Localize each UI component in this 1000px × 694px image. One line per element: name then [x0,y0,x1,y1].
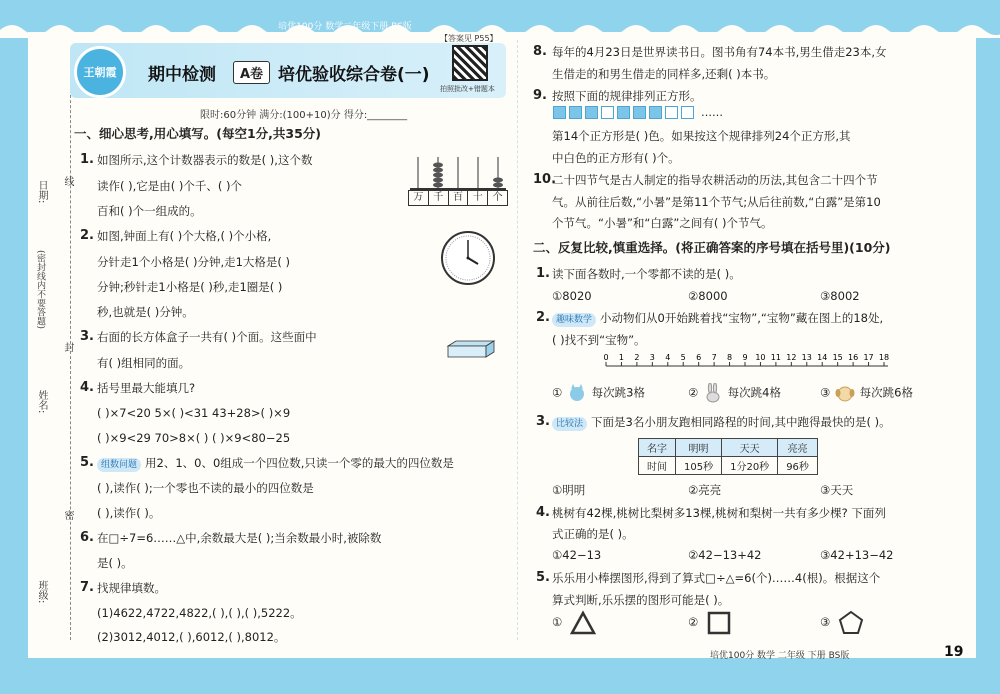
question-text: 右面的长方体盒子一共有( )个面。这些面中 [97,330,317,344]
exam-subtitle: 培优验收综合卷(一) [278,65,430,85]
pentagon-icon [838,610,864,636]
question-text: 用2、1、0、0组成一个四位数,只读一个零的最大的四位数是 [145,456,454,470]
question-text: 百和( )个一组成的。 [97,204,202,218]
question-text: 二十四节气是古人制定的指导农耕活动的历法,其包含二十四个节 [552,173,878,187]
place-label: 千 [429,191,449,205]
clock-face-icon [440,230,496,286]
paper-badge: A卷 [233,61,270,84]
number-line-label: 17 [863,353,874,362]
option-text: 每次跳3格 [591,385,645,400]
option-text: 每次跳6格 [859,385,913,400]
option-a[interactable] [552,383,645,403]
place-label: 万 [409,191,429,205]
question-text [97,455,454,472]
option-c[interactable]: ③42+13−42 [820,548,894,562]
cat-icon [566,383,588,403]
question-text: 是( )。 [97,556,133,570]
seal-char: 线 [62,176,73,186]
class-label: 班级: [36,580,47,604]
question-text: 桃树有42棵,桃树比梨树多13棵,桃树和梨树一共有多少棵? 下面列 [552,506,886,520]
question-text: ( )×7<20 5×( )<31 43+28>( )×9 [97,406,291,420]
top-banner: 培优100分 数学二年级下册 BS版 [278,22,412,32]
question-text: ( ),读作( );一个零也不读的最小的四位数是 [97,481,314,495]
option-a[interactable]: ①明明 [552,483,586,497]
question-number: 3. [536,414,550,429]
triangle-icon [570,610,596,636]
blue-square [553,106,566,119]
option-text: 每次跳4格 [727,385,781,400]
question-number: 4. [536,505,550,520]
question-text: 分针走1个小格是( )分钟,走1大格是( ) [97,255,291,269]
number-line-label: 6 [696,353,702,362]
abacus-place-labels [408,190,508,206]
option-c[interactable]: ③8002 [820,289,860,303]
question-text: 个节气。“小暑”和“白露”之间有( )个节气。 [552,216,773,230]
table-cell: 天天 [722,439,778,457]
number-line-label: 11 [770,353,781,362]
question-tag: 比较法 [552,417,587,431]
brand-logo: 王朝霞 [74,46,126,98]
question-number: 7. [80,580,94,595]
number-line-label: 5 [680,353,686,362]
table-header-row [639,439,818,457]
qr-label: 拍照批改+错题本 [440,85,495,93]
question-text: 下面是3名小朋友跑相同路程的时间,其中跑得最快的是( )。 [591,415,891,429]
question-text: ( )找不到“宝物”。 [552,333,646,347]
seal-notice: (密封线内不要答题) [35,250,45,330]
ellipsis: …… [701,106,723,119]
question-tag: 趣味数学 [552,313,596,327]
table-cell: 105秒 [676,457,722,475]
question-text: 中白色的正方形有( )个。 [552,151,680,165]
question-text [552,414,891,431]
question-text: 读下面各数时,一个零都不读的是( )。 [552,267,741,281]
question-text: 如图,钟面上有( )个大格,( )个小格, [97,229,272,243]
question-text: 在□÷7=6……△中,余数最大是( );当余数最小时,被除数 [97,531,382,545]
table-cell: 96秒 [778,457,818,475]
name-label: 姓名: [36,390,47,414]
table-row [639,457,818,475]
exam-title: 期中检测 [148,65,216,85]
blue-square [617,106,630,119]
option-a[interactable]: ①42−13 [552,548,602,562]
number-line [600,352,890,374]
question-number: 1. [536,266,550,281]
question-text: ( ),读作( )。 [97,506,161,520]
seal-char: 密 [62,510,73,520]
table-cell: 1分20秒 [722,457,778,475]
seal-line [70,80,71,640]
question-text: ( )×9<29 70>8×( ) ( )×9<80−25 [97,431,291,445]
question-text: 找规律填数。 [97,581,166,595]
puppy-icon [834,383,856,403]
cuboid-box-icon [446,340,496,358]
square-pattern [553,106,723,119]
number-line-label: 0 [603,353,609,362]
question-text: 气。从前往后数,“小暑”是第11个节气;从后往前数,“白露”是第10 [552,195,881,209]
exam-meta: 限时:60分钟 满分:(100+10)分 得分:________ [200,110,408,121]
question-number: 1. [80,152,94,167]
question-number: 6. [80,530,94,545]
number-line-label: 14 [817,353,828,362]
number-line-label: 3 [649,353,655,362]
question-text: 如图所示,这个计数器表示的数是( ),这个数 [97,153,313,167]
number-line-label: 1 [618,353,624,362]
question-number: 10. [533,172,557,187]
question-text: 式正确的是( )。 [552,527,634,541]
number-line-label: 13 [801,353,812,362]
section-heading: 二、反复比较,慎重选择。(将正确答案的序号填在括号里)(10分) [533,240,891,255]
question-number: 2. [536,310,550,325]
option-marker: ① [552,385,563,400]
question-text: (1)4622,4722,4822,( ),( ),( ),5222。 [97,606,302,620]
option-marker: ③ [820,385,831,400]
number-line-label: 9 [742,353,748,362]
question-text: 秒,也就是( )分钟。 [97,305,194,319]
number-line-label: 16 [848,353,859,362]
place-label: 个 [492,192,503,203]
square-icon [706,610,732,636]
option-b[interactable] [688,383,781,403]
number-line-label: 15 [832,353,843,362]
section-heading: 一、细心思考,用心填写。(每空1分,共35分) [74,126,322,141]
table-cell: 明明 [676,439,722,457]
question-text: 有( )组相同的面。 [97,356,191,370]
option-b[interactable]: ②42−13+42 [688,548,762,562]
option-a[interactable]: ① [552,615,563,629]
table-cell: 时间 [639,457,676,475]
question-tag: 组数问题 [97,458,141,472]
qr-code-icon[interactable] [452,45,488,81]
question-number: 9. [533,88,547,103]
binding-margin [30,80,78,640]
white-square [601,106,614,119]
option-c[interactable]: ③天天 [820,483,854,497]
option-a[interactable]: ①8020 [552,289,592,303]
option-b[interactable]: ②8000 [688,289,728,303]
question-text: 每年的4月23日是世界读书日。图书角有74本书,男生借走23本,女 [552,45,887,59]
blue-square [569,106,582,119]
question-text: 括号里最大能填几? [97,381,196,395]
option-b[interactable]: ②亮亮 [688,483,722,497]
blue-square [633,106,646,119]
question-text: 读作( ),它是由( )个千、( )个 [97,179,243,193]
question-number: 4. [80,380,94,395]
question-number: 5. [536,570,550,585]
number-line-label: 12 [786,353,797,362]
rabbit-icon [702,383,724,403]
option-c[interactable] [820,383,913,403]
number-line-label: 4 [665,353,671,362]
question-text: 小动物们从0开始跳着找“宝物”,“宝物”藏在图上的18处, [600,311,884,325]
number-line-label: 2 [634,353,640,362]
running-time-table [638,438,818,475]
white-square [681,106,694,119]
number-line-label: 10 [755,353,766,362]
question-text: 分钟;秒针走1小格是( )秒,走1圈是( ) [97,280,283,294]
page-number: 19 [944,644,964,660]
place-label: 百 [449,191,469,205]
seal-char: 封 [62,342,73,352]
question-number: 3. [80,329,94,344]
option-b[interactable]: ② [688,615,699,629]
number-line-label: 7 [711,353,717,362]
date-label: 日期: [36,180,47,204]
column-divider [517,40,518,640]
question-text: 算式判断,乐乐摆的图形可能是( )。 [552,593,730,607]
table-cell: 名字 [639,439,676,457]
question-text: 按照下面的规律排列正方形。 [552,89,702,103]
option-marker: ② [688,385,699,400]
number-line-label: 18 [878,353,890,362]
blue-square [649,106,662,119]
option-c[interactable]: ③ [820,615,831,629]
question-text: 生借走的和男生借走的同样多,还剩( )本书。 [552,67,776,81]
footer-text: 培优100分 数学 二年级 下册 BS版 [710,651,850,661]
blue-square [585,106,598,119]
white-square [665,106,678,119]
number-line-label: 8 [727,353,733,362]
answer-reference: 【答案见 P55】 [440,34,498,43]
table-cell: 亮亮 [778,439,818,457]
question-text [552,310,883,327]
question-text: (2)3012,4012,( ),6012,( ),8012。 [97,630,286,644]
question-number: 8. [533,44,547,59]
place-label: 十 [468,191,488,205]
question-number: 5. [80,455,94,470]
question-number: 2. [80,228,94,243]
question-text: 乐乐用小棒摆图形,得到了算式□÷△=6(个)……4(根)。根据这个 [552,571,881,585]
question-text: 第14个正方形是( )色。如果按这个规律排列24个正方形,其 [552,129,851,143]
